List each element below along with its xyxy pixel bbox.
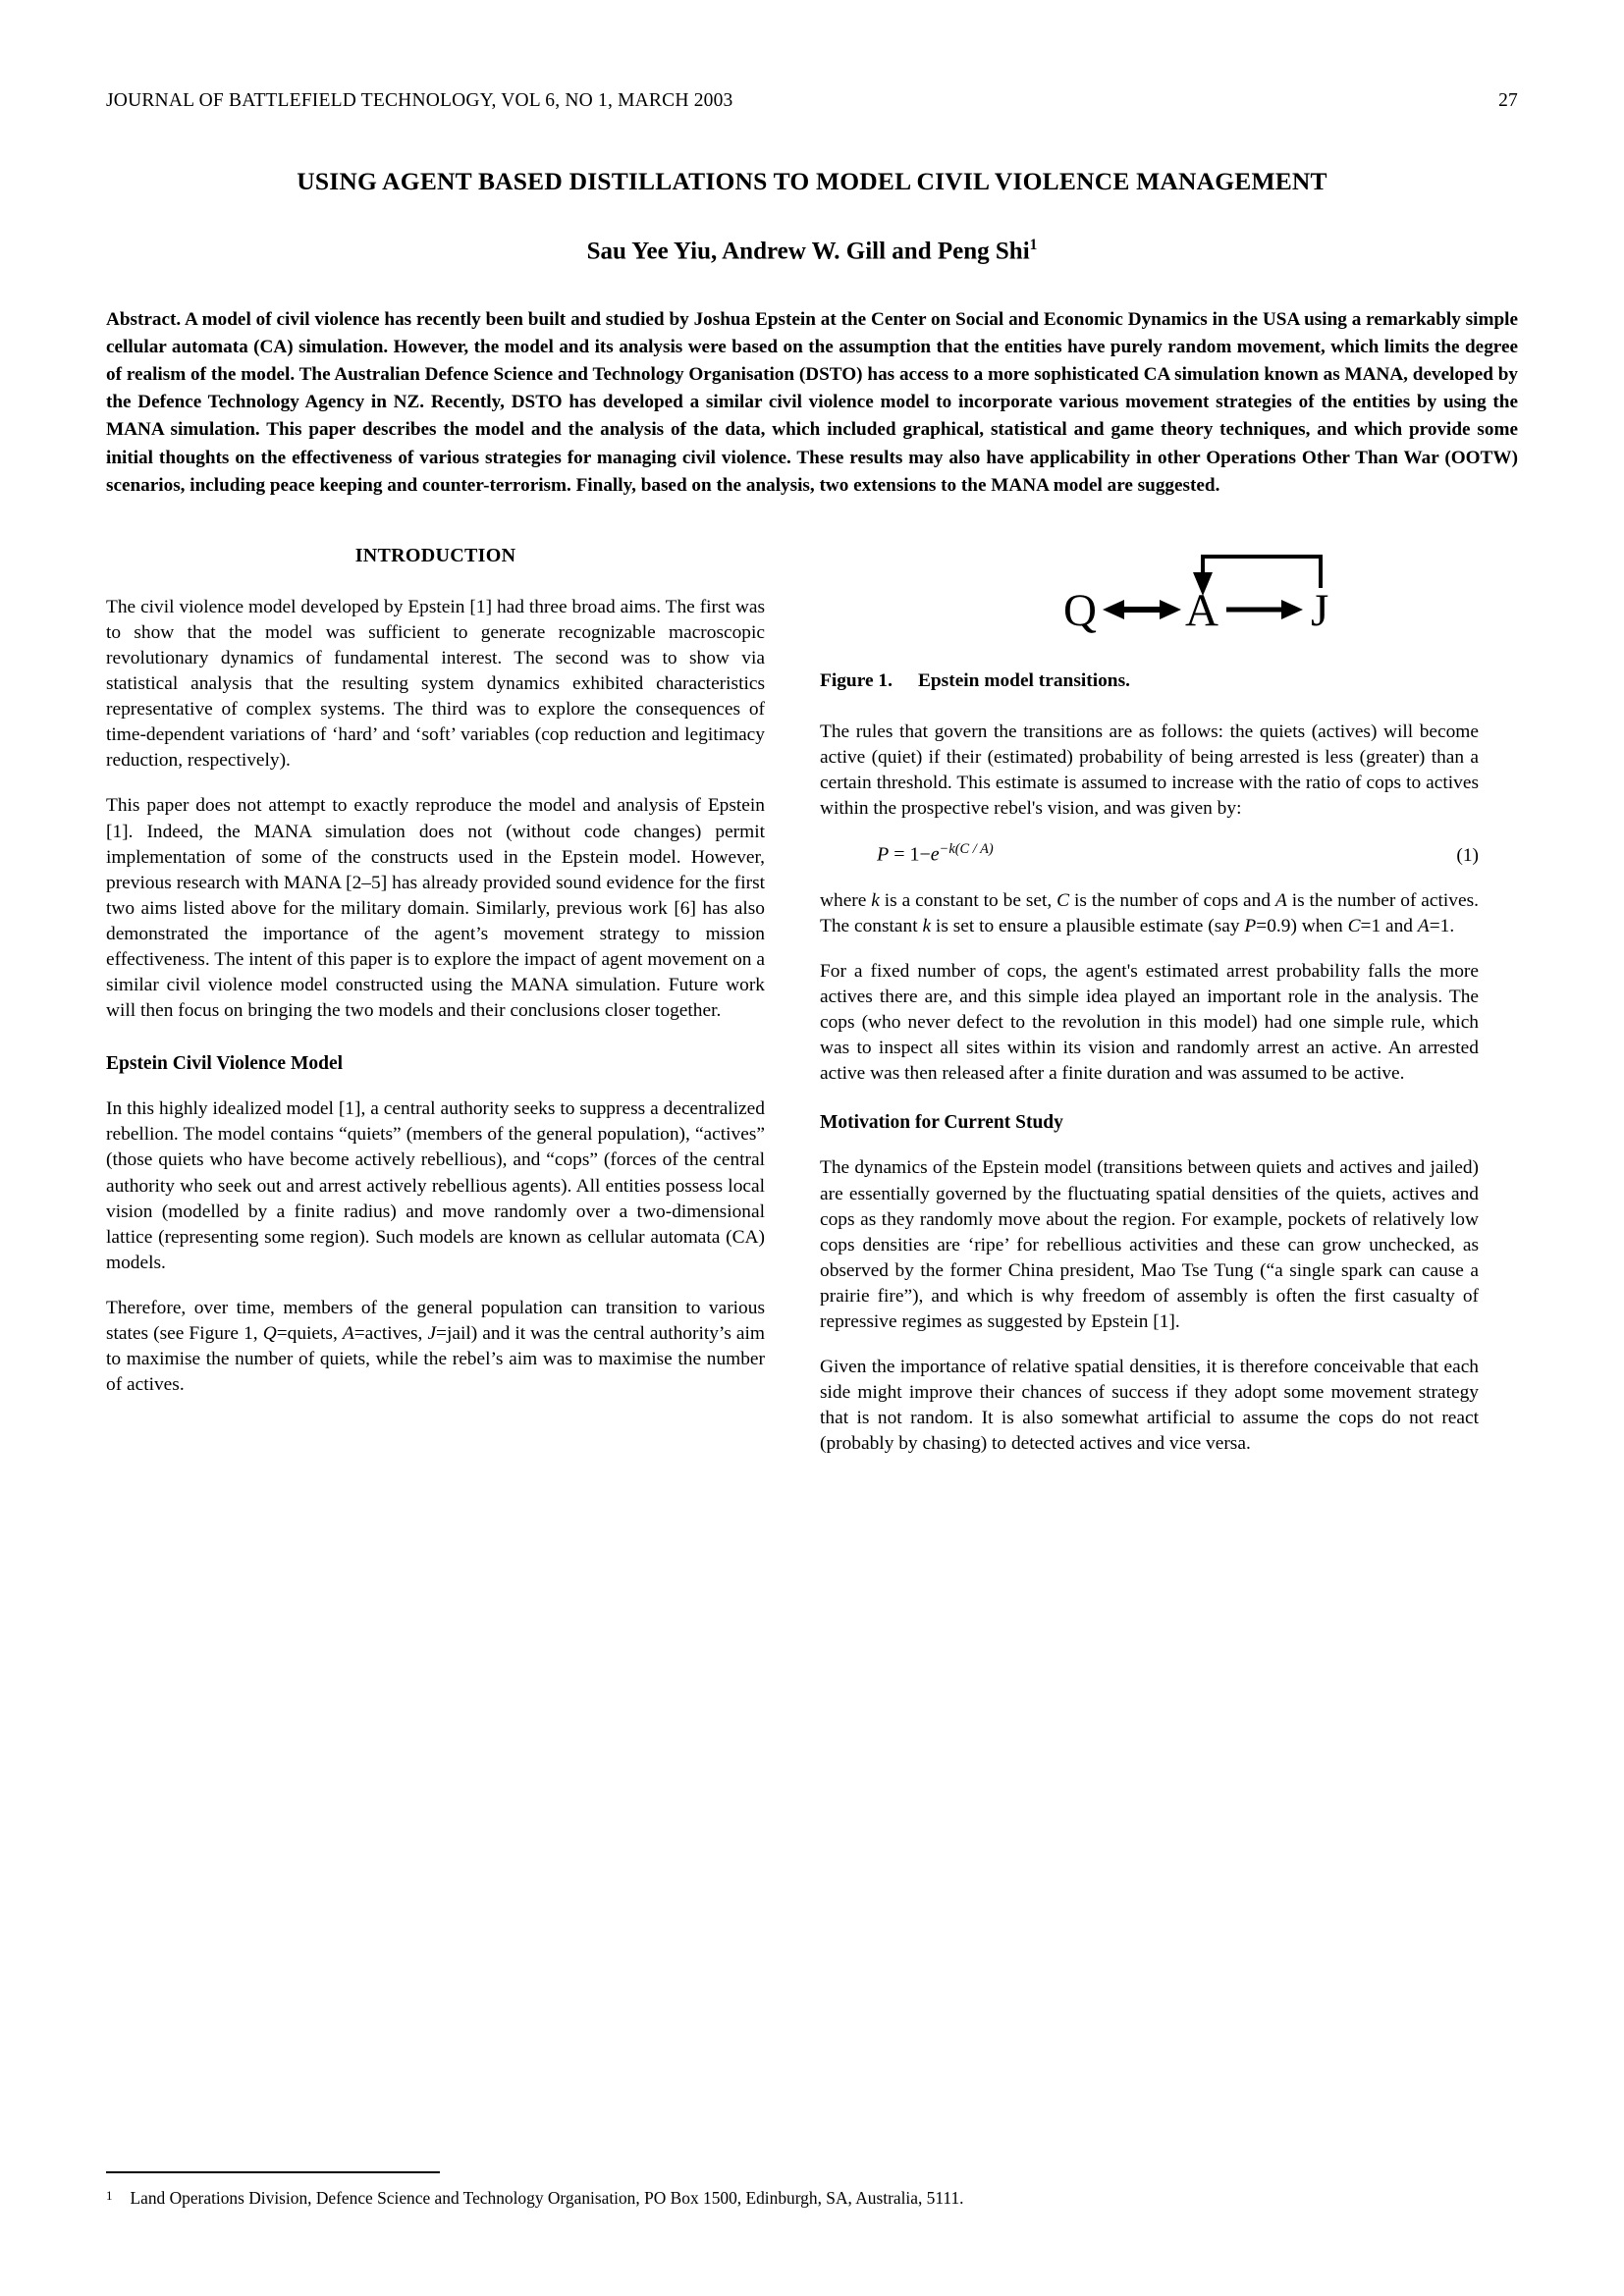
text-run: =0.9) when: [1256, 915, 1348, 936]
abstract-text: A model of civil violence has recently been built and studied by Joshua Epstein at the Center on Social and Economic Dynamics in the USA using a remarkably simple cellular automata (CA) simulation. However, the model and its analysis were based on the assumption that the entities have purely random movement, which limits the degree of realism of the model. The Australian Defence Science and Technology Organisation (DSTO) has access to a more sophisticated CA simulation known as MANA, developed by the Defence Technology Agency in NZ. Recently, DSTO has developed a similar civil violence model to incorporate various movement strategies of the entities by using the MANA simulation. This paper describes the model and the analysis of the data, which included graphical, statistical and game theory techniques, and which provide some initial thoughts on the effectiveness of various strategies for managing civil violence. These results may also have applicability in other Operations Other Than War (OOTW) scenarios, including peace keeping and counter-terrorism. Finally, based on the analysis, two extensions to the MANA model are suggested.: [106, 308, 1518, 496]
footnote: [106, 2171, 1518, 2210]
figure-caption-text: Epstein model transitions.: [917, 669, 1130, 691]
section-heading-introduction: INTRODUCTION: [354, 544, 516, 566]
paragraph: [106, 1296, 765, 1398]
text-run: is a constant to be set,: [879, 889, 1057, 911]
author-byline: [106, 237, 1518, 265]
paragraph: The dynamics of the Epstein model (transitions between quiets and actives and jailed) are essentially governed by the fluctuating spatial densities of the quiets, actives and cops as they randomly move about the region. For example, pockets of relatively low cops densities are ‘ripe’ for rebellious activities and these can grow unchecked, as observed by the former China president, Mao Tse Tung (“a single spark can cause a prairie fire”), and which is why freedom of assembly is often the first casualty of repressive regimes as suggested by Epstein [1].: [820, 1157, 1479, 1333]
abstract-label: Abstract.: [106, 308, 182, 330]
abstract: [106, 306, 1518, 500]
subsection-heading-motivation-for-current-study: Motivation for Current Study: [820, 1112, 1063, 1134]
page-title: USING AGENT BASED DISTILLATIONS TO MODEL CIVIL VIOLENCE MANAGEMENT: [297, 167, 1327, 195]
math-variable-j: J: [427, 1323, 437, 1345]
equation-equals: =: [893, 843, 905, 866]
text-run: =1.: [1429, 915, 1455, 936]
paragraph: For a fixed number of cops, the agent's estimated arrest probability falls the more actives there are, and this simple idea played an important role in the analysis. The cops (who never defect to the revolution in this model) had one simple rule, which was to inspect all sites within its vision and randomly arrest an active. An arrested active was then released after a finite duration and was assumed to be active.: [820, 961, 1479, 1085]
body-columns: [106, 545, 1518, 1458]
math-variable-a: A: [1274, 889, 1287, 911]
math-variable-p: P: [1244, 915, 1257, 936]
running-head: [106, 90, 1518, 112]
footnote-body-text: Land Operations Division, Defence Science and Technology Organisation, PO Box 1500, Edinburgh, SA, Australia, 5111.: [130, 2188, 964, 2209]
math-variable-k: k: [871, 889, 880, 911]
text-run: =1 and: [1360, 915, 1418, 936]
equation-expression: [820, 841, 1456, 867]
equation-minus: −: [919, 843, 931, 866]
journal-reference: JOURNAL OF BATTLEFIELD TECHNOLOGY, VOL 6, NO 1, MARCH 2003: [106, 90, 733, 111]
paragraph: The rules that govern the transitions are as follows: the quiets (actives) will become active (quiet) if their (estimated) probability of being arrested is less (greater) than a certain threshold. This estimate is assumed to increase with the ratio of cops to actives within the prospective rebel's vision, and was given by:: [820, 721, 1479, 820]
paragraph: The civil violence model developed by Epstein [1] had three broad aims. The first was to show that the model was sufficient to generate recognizable macroscopic revolutionary dynamics of fundamental interest. The second was to show via statistical analysis that the resulting system dynamics exhibited characteristics representative of complex systems. The third was to explore the consequences of time-dependent variations of ‘hard’ and ‘soft’ variables (cop reduction and legitimacy reduction, respectively).: [106, 596, 765, 772]
math-variable-a: A: [342, 1323, 354, 1345]
text-run: Therefore, over time, members of the general population can transition to various states (see Figure 1,: [106, 1297, 765, 1345]
equation-number: (1): [1456, 844, 1479, 866]
figure-caption-label: Figure 1.: [820, 669, 893, 691]
math-variable-q: Q: [262, 1323, 277, 1345]
subsection-heading-epstein-civil-violence-model: Epstein Civil Violence Model: [106, 1053, 344, 1075]
figure-caption: [820, 670, 1479, 692]
author-affiliation-marker: 1: [1029, 236, 1038, 253]
equation-exponent: −k(C / A): [939, 841, 994, 858]
footnote-marker: 1: [106, 2188, 113, 2204]
right-column: [820, 545, 1479, 1458]
figure-diagram-epstein-transitions: [820, 545, 1479, 655]
text-run: =jail) and it was the central authority’s aim to maximise the number of quiets, while the rebel’s aim was to maximise the number of actives.: [106, 1323, 766, 1396]
figure-node-j: J: [1311, 584, 1329, 636]
page-number: 27: [1498, 90, 1518, 111]
paragraph: Given the importance of relative spatial densities, it is therefore conceivable that each side might improve their chances of success if they adopt some movement strategy that is not random. It is also somewhat artificial to assume the cops do not react (probably by chasing) to detected actives and vice versa.: [820, 1357, 1479, 1455]
text-run: where: [820, 889, 872, 911]
text-run: is the number of actives. The constant: [820, 889, 1479, 936]
equation-base: e: [930, 843, 940, 866]
paragraph: This paper does not attempt to exactly reproduce the model and analysis of Epstein [1]. Indeed, the MANA simulation does not (without code changes) permit implementation of some of the constructs used in the Epstein model. However, previous research with MANA [2–5] has already provided sound evidence for the first two aims listed above for the military domain. Similarly, previous work [6] has also demonstrated the importance of the agent’s movement strategy to mission effectiveness. The intent of this paper is to explore the impact of agent movement on a similar civil violence model constructed using the MANA simulation. Future work will then focus on bringing the two models and their conclusions closer together.: [106, 795, 765, 1022]
equation-one: 1: [909, 843, 920, 866]
figure-1: [820, 545, 1479, 692]
math-variable-c: C: [1347, 915, 1361, 936]
figure-node-a: A: [1185, 584, 1218, 636]
left-column: [106, 545, 765, 1399]
text-run: is set to ensure a plausible estimate (say: [931, 915, 1245, 936]
paragraph: In this highly idealized model [1], a central authority seeks to suppress a decentralized rebellion. The model contains “quiets” (members of the general population), “actives” (those quiets who have become actively rebellious), and “cops” (forces of the central authority who seek out and arrest actively rebellious agents). All entities possess local vision (modelled by a finite radius) and move randomly over a two-dimensional lattice (representing some region). Such models are known as cellular automata (CA) models.: [106, 1098, 765, 1273]
footnote-separator-rule: [106, 2171, 440, 2173]
figure-node-q: Q: [1063, 584, 1097, 636]
text-run: =quiets,: [276, 1323, 343, 1345]
author-names: Sau Yee Yiu, Andrew W. Gill and Peng Shi: [586, 237, 1030, 264]
text-run: is the number of cops and: [1069, 889, 1275, 911]
math-variable-a: A: [1417, 915, 1430, 936]
paragraph: [820, 888, 1479, 939]
math-variable-k: k: [922, 915, 932, 936]
text-run: =actives,: [353, 1323, 428, 1345]
equation-lhs: P: [877, 843, 890, 866]
equation-1: [820, 841, 1479, 867]
math-variable-c: C: [1056, 889, 1070, 911]
